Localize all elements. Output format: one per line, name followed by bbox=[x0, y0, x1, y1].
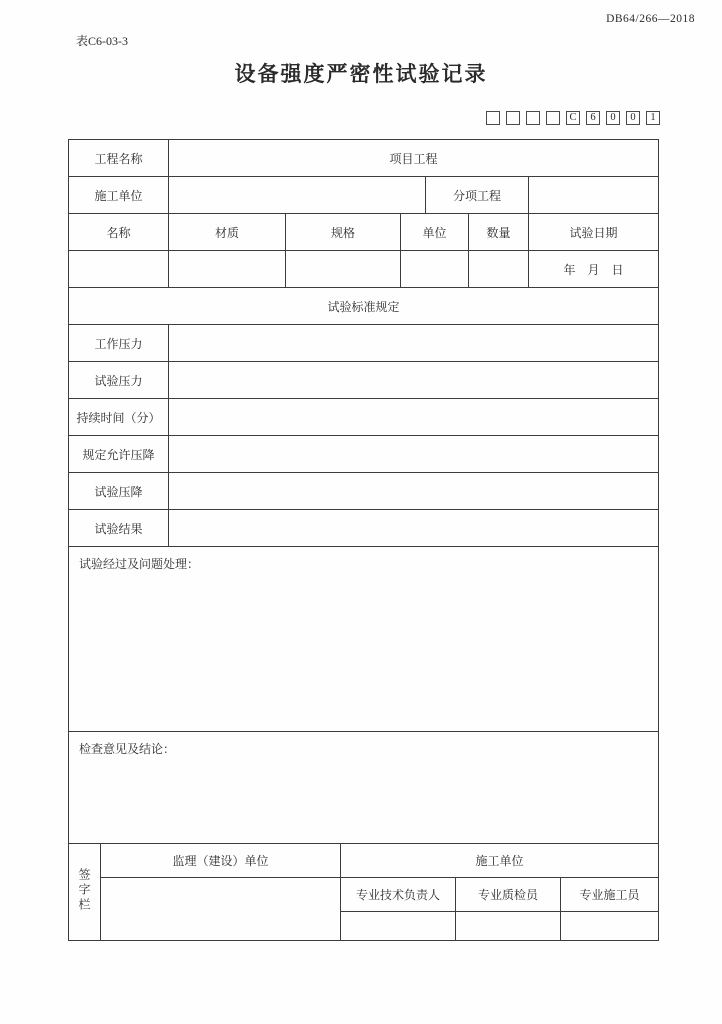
test-row-label: 规定允许压降 bbox=[69, 436, 169, 473]
code-box: 6 bbox=[586, 111, 600, 125]
form-number: 表C6-03-3 bbox=[76, 34, 128, 48]
equipment-spec-cell bbox=[286, 251, 401, 288]
form-code-boxes bbox=[484, 111, 660, 129]
form-body bbox=[68, 139, 658, 941]
equipment-header-unit: 单位 bbox=[401, 214, 469, 251]
equipment-header-qty: 数量 bbox=[469, 214, 529, 251]
test-date-cell: 年 月 日 bbox=[529, 251, 659, 288]
supervision-signature-cell bbox=[101, 878, 341, 941]
code-box: 0 bbox=[626, 111, 640, 125]
code-box bbox=[526, 111, 540, 125]
signature-column-cell bbox=[69, 844, 101, 941]
equipment-header-test-date: 试验日期 bbox=[529, 214, 659, 251]
test-row-value-cell bbox=[169, 473, 659, 510]
test-row-label: 试验压力 bbox=[69, 362, 169, 399]
construction-unit-header: 施工单位 bbox=[341, 844, 659, 878]
subproject-value-cell bbox=[529, 177, 659, 214]
code-box bbox=[486, 111, 500, 125]
test-row-value-cell bbox=[169, 510, 659, 547]
project-name-label: 工程名称 bbox=[69, 140, 169, 177]
table-row bbox=[69, 214, 659, 251]
role-header-construction-worker: 专业施工员 bbox=[561, 878, 659, 912]
signature-column-label: 签字栏 bbox=[77, 867, 91, 913]
construction-unit-label: 施工单位 bbox=[69, 177, 169, 214]
code-box bbox=[506, 111, 520, 125]
test-parameters-table bbox=[68, 324, 659, 547]
equipment-material-cell bbox=[169, 251, 286, 288]
table-row bbox=[69, 288, 659, 325]
signature-table bbox=[68, 843, 659, 941]
standard-section-header: 试验标准规定 bbox=[69, 288, 659, 325]
conclusion-label: 检查意见及结论： bbox=[69, 732, 659, 844]
table-row bbox=[69, 878, 659, 912]
process-label: 试验经过及问题处理： bbox=[69, 547, 659, 732]
test-row-label: 试验结果 bbox=[69, 510, 169, 547]
equipment-qty-cell bbox=[469, 251, 529, 288]
test-row-label: 试验压降 bbox=[69, 473, 169, 510]
role-header-tech-lead: 专业技术负责人 bbox=[341, 878, 456, 912]
process-table bbox=[68, 546, 659, 732]
table-row bbox=[69, 473, 659, 510]
project-name-value: 项目工程 bbox=[169, 140, 659, 177]
table-row bbox=[69, 732, 659, 844]
table-row bbox=[69, 140, 659, 177]
equipment-table bbox=[68, 213, 659, 288]
tech-lead-signature-cell bbox=[341, 912, 456, 941]
table-row bbox=[69, 547, 659, 732]
code-box bbox=[546, 111, 560, 125]
test-row-value-cell bbox=[169, 325, 659, 362]
subproject-label: 分项工程 bbox=[426, 177, 529, 214]
table-row bbox=[69, 844, 659, 878]
equipment-name-cell bbox=[69, 251, 169, 288]
conclusion-table bbox=[68, 731, 659, 844]
table-row bbox=[69, 362, 659, 399]
table-row bbox=[69, 325, 659, 362]
code-box: C bbox=[566, 111, 580, 125]
table-row bbox=[69, 251, 659, 288]
table-row bbox=[69, 177, 659, 214]
standard-number: DB64/266—2018 bbox=[606, 13, 695, 25]
code-box: 0 bbox=[606, 111, 620, 125]
code-box: 1 bbox=[646, 111, 660, 125]
quality-inspector-signature-cell bbox=[456, 912, 561, 941]
equipment-header-name: 名称 bbox=[69, 214, 169, 251]
test-row-value-cell bbox=[169, 399, 659, 436]
test-row-value-cell bbox=[169, 362, 659, 399]
supervision-unit-header: 监理（建设）单位 bbox=[101, 844, 341, 878]
page-title: 设备强度严密性试验记录 bbox=[234, 63, 488, 86]
role-header-quality-inspector: 专业质检员 bbox=[456, 878, 561, 912]
construction-worker-signature-cell bbox=[561, 912, 659, 941]
table-row bbox=[69, 399, 659, 436]
test-row-label: 工作压力 bbox=[69, 325, 169, 362]
standard-header-table bbox=[68, 287, 659, 325]
equipment-header-material: 材质 bbox=[169, 214, 286, 251]
test-row-label: 持续时间（分） bbox=[69, 399, 169, 436]
construction-unit-value-cell bbox=[169, 177, 426, 214]
equipment-unit-cell bbox=[401, 251, 469, 288]
project-info-table bbox=[68, 139, 659, 214]
equipment-header-spec: 规格 bbox=[286, 214, 401, 251]
table-row bbox=[69, 510, 659, 547]
table-row bbox=[69, 436, 659, 473]
test-row-value-cell bbox=[169, 436, 659, 473]
